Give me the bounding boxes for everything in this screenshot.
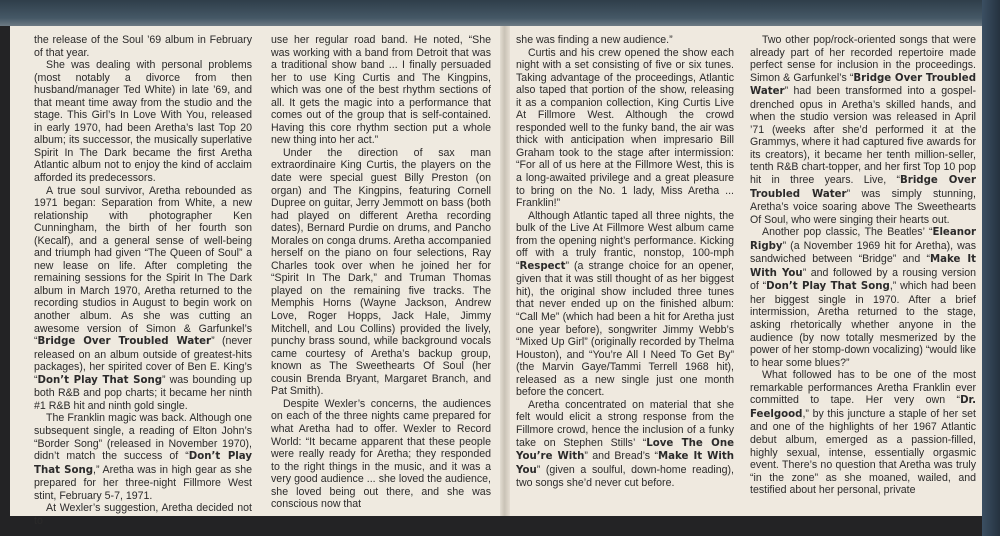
song-title: Don’t Play That Song [766,281,890,293]
paragraph: Under the direction of sax man extraordinaire King Curtis, the players on the date were special guest Billy Preston (on organ) and The Kingpins, featuring Cornell Dupree on guitar, Jerry Jemmott on bass (both had played on different Aretha recording dates), Bernard Purdie on drums, and Pancho Morales on conga drums. Aretha accompanied herself on the piano on four selections, Ray Charles took over when he joined her for “Spirit In The Dark,” and Truman Thomas played on the remaining five tracks. The Memphis Horns (Wayne Jackson, Andrew Love, Roger Hopps, Jack Hale, Jimmy Mitchell, and Lou Collins) provided the lively, punchy brass sound, while background vocals came courtesy of Aretha’s backup group, known as The Sweethearts Of Soul (her cousin Brenda Bryant, Margaret Branch, and Pat Smith). [271,146,491,398]
paragraph: She was dealing with personal problems (most notably a divorce from then husband/manager Ted White) in late ’69, and that meant time away from the studio and the stage. This Girl’s In Love With You, released in early 1970, had been Aretha’s last Top 20 album; its successor, the musically superlative Spirit In The Dark became the first Aretha Atlantic album not to enjoy the kind of acclaim afforded its predecessors. [34,59,252,185]
paragraph: At Wexler’s suggestion, Aretha decided not to [34,502,252,527]
text-column-1 [34,34,252,527]
song-title: Dr. Feelgood [750,395,976,420]
song-title: Love The One You’re With [516,437,734,463]
paragraph: use her regular road band. He noted, “She was working with a band from Detroit that was a traditional show band ... I finally persuaded her to use King Curtis and The Kingpins, which was one of the best rhythm sections of all. It gets the magic into a performance that comes out of the group that is self-contained. Having this core rhythm section put a whole new thing into her act.” [271,34,491,147]
song-title: Don’t Play That Song [34,451,253,476]
paragraph: Although Atlantic taped all three nights, the bulk of the Live At Fillmore West album came from the opening night’s performance. Kicking off with a truly frantic, nonstop, 100-mph “Respect” (a strange choice for an opener, given that it was still thought of as her biggest hit), the original show included three tunes that never ended up on the finished album: “Call Me” (which had been a hit for Aretha just one year before), songwriter Jimmy Webb’s “Mixed Up Girl” (originally recorded by Thelma Houston), and “You’re All I Need To Get By” (the Marvin Gaye/Tammi Terrell 1968 hit), released as a new single just one month before the concert. [516,209,734,399]
text-column-2 [271,34,491,511]
paragraph: she was finding a new audience.” [516,34,673,46]
text-column-4 [750,34,976,497]
paragraph: What followed has to be one of the most remarkable performances Aretha Franklin ever committed to tape. Her very own “Dr. Feelgood,” by this juncture a staple of her set and one of the highlights of her 1967 Atlantic debut album, emerged as a passion-filled, highly sexual, intense, essentially orgasmic event. There’s no question that Aretha was truly “in the zone” as she moaned, wailed, and testified about her personal, private [750,369,976,497]
song-title: Bridge Over Troubled Water [750,72,976,98]
song-title: Make It With You [750,254,977,279]
song-title: Make It With You [516,451,734,476]
right-edge-border [982,0,1000,536]
paragraph: Despite Wexler’s concerns, the audiences on each of the three nights came prepared for what Aretha had to offer. Wexler to Record World: “It became apparent that these people were really ready for Aretha; they responded to the right things in the music, and it was a very good audience ... she loved the audience, she loved being out there, and she was conscious now that [271,397,491,511]
paragraph: Aretha concentrated on material that she felt would elicit a strong response from the Fillmore crowd, hence the inclusion of a funky take on Stephen Stills’ “Love The One You’re With” and Bread’s “Make It With You” (given a soulful, down-home reading), two songs she’d never cut before. [516,398,734,490]
song-title: Don’t Play That Song [37,374,163,386]
song-title: Eleanor Rigby [750,227,976,252]
paragraph: Another pop classic, The Beatles’ “Eleanor Rigby” (a November 1969 hit for Aretha), was sandwiched between “Bridge” and “Make It With You” and followed by a rousing version of “Don’t Play That Song,” which had been her biggest single in 1970. After a brief intermission, Aretha returned to the stage, asking rhetorically whether anyone in the audience (by now totally mesmerized by the power of her stomp-down vocalizing) “would like to hear some blues?” [750,226,977,369]
paragraph: the release of the Soul ’69 album in February of that year. [34,34,252,59]
top-border [0,0,1000,26]
song-title: Respect [519,260,566,272]
paragraph: A true soul survivor, Aretha rebounded as 1971 began: Separation from White, a new relationship with photographer Ken Cunningham, the birth of her fourth son (Kecalf), and a general sense of well-being and triumph had given “The Queen of Soul” a new lease on life. After completing the remaining sessions for the Spirit In The Dark album in March 1970, Aretha returned to the recording studios in August to begin work on another album. As she was cutting an awesome version of Simon & Garfunkel’s “Bridge Over Troubled Water” (never released on an album outside of greatest-hits packages), her spirited cover of Ben E. King’s “Don’t Play That Song” was bounding up both R&B and pop charts; it became her ninth #1 R&B hit and ninth gold single. [34,184,252,412]
paragraph: Curtis and his crew opened the show each night with a set consisting of five or six tunes. Taking advantage of the proceedings, Atlantic also taped that portion of the show, releasing it as a companion collection, King Curtis Live At Fillmore West. Although the crowd responded well to the funky band, the air was thick with anticipation when impresario Bill Graham took to the stage after intermission: “For all of us here at the Fillmore West, this is a long-awaited privilege and a great pleasure to bring on the No. 1 lady, Miss Aretha ... Franklin!” [516,46,734,210]
text-column-3 [516,34,734,490]
song-title: Bridge Over Troubled Water [750,175,976,200]
page-spine [500,26,510,516]
paragraph: Two other pop/rock-oriented songs that were already part of her recorded repertoire made perfect sense for inclusion in the proceedings. Simon & Garfunkel’s “Bridge Over Troubled Water” had been transformed into a gospel-drenched opus in Aretha’s skilled hands, and when the studio version was released in April ’71 (weeks after she’d performed it at the Grammys, where it had captured five awards for its creators), it became her tenth million-seller, tenth R&B chart-topper, and her first Top 10 pop hit in three years. Live, “Bridge Over Troubled Water” was simply stunning, Aretha’s voice soaring above The Sweethearts Of Soul, who were singing their hearts out. [750,34,976,226]
paragraph: The Franklin magic was back. Although one subsequent single, a reading of Elton John’s “Border Song” (released in November 1970), didn’t match the success of “Don’t Play That Song,” Aretha was in high gear as she prepared for her three-night Fillmore West stint, February 5-7, 1971. [34,412,253,502]
song-title: Bridge Over Troubled Water [37,336,212,348]
